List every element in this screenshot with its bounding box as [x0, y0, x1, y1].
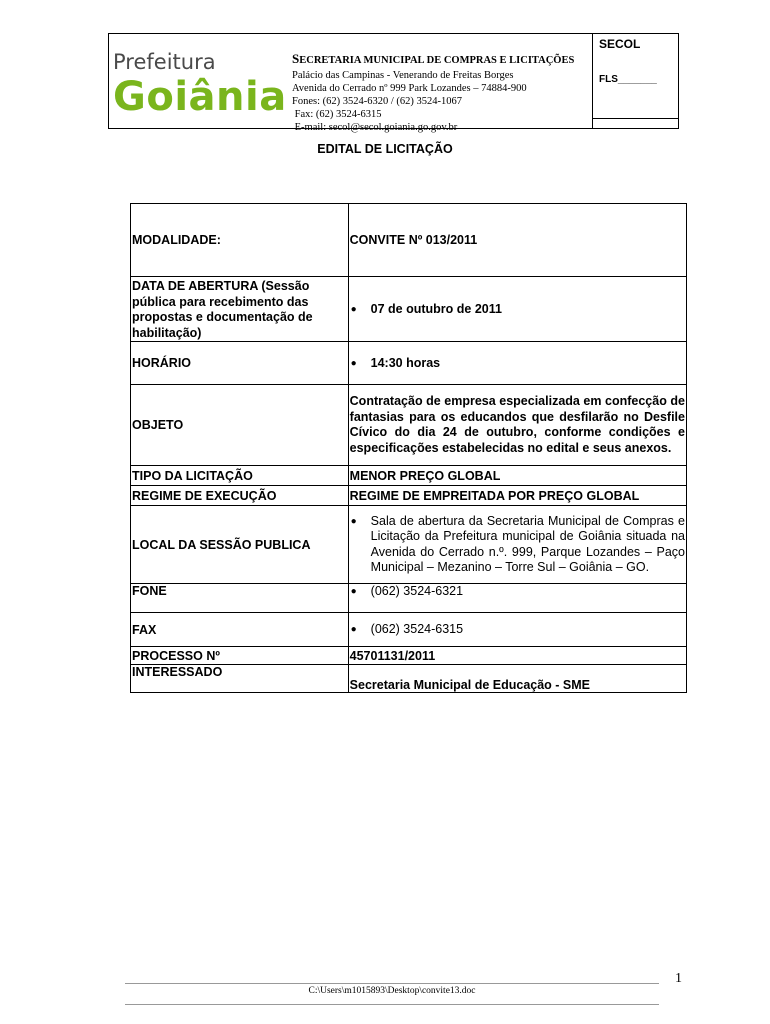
- prefeitura-goiania-logo: [113, 50, 288, 130]
- secol-label: SECOL: [599, 37, 641, 51]
- processo-label: PROCESSO Nº: [131, 647, 349, 665]
- table-row: [131, 647, 687, 665]
- bullet-icon: ●: [350, 357, 357, 369]
- table-row: [131, 613, 687, 647]
- address-line: Avenida do Cerrado nº 999 Park Lozandes – 74884-900: [292, 83, 527, 94]
- footer-file-path: C:\Users\m1015893\Desktop\convite13.doc: [308, 986, 476, 996]
- data-abertura-label: DATA DE ABERTURA (Sessão pública para recebimento das propostas e documentação de habilitação): [131, 277, 349, 342]
- tipo-licitacao-label: TIPO DA LICITAÇÃO: [131, 466, 349, 486]
- tipo-licitacao-value: MENOR PREÇO GLOBAL: [348, 466, 686, 486]
- horario-label: HORÁRIO: [131, 342, 349, 385]
- edital-table: [130, 203, 687, 693]
- page-number: 1: [675, 971, 682, 986]
- bullet-icon: ●: [350, 624, 357, 635]
- logo-text-bottom: Goiânia: [113, 74, 287, 120]
- fone-label: FONE: [131, 584, 349, 613]
- bullet-icon: ●: [350, 586, 357, 597]
- regime-execucao-label: REGIME DE EXECUÇÃO: [131, 486, 349, 506]
- horario-value: 14:30 horas: [370, 355, 441, 370]
- fax-value: (062) 3524-6315: [370, 622, 464, 636]
- objeto-label: OBJETO: [131, 385, 349, 466]
- regime-execucao-value: REGIME DE EMPREITADA POR PREÇO GLOBAL: [348, 486, 686, 506]
- interessado-label: INTERESSADO: [131, 665, 349, 693]
- footer-divider: [125, 983, 659, 984]
- objeto-value: Contratação de empresa especializada em confecção de fantasias para os educandos que desfilarão no Desfile Cívico do dia 24 de outubro, conforme condições e especificações estabelecidas no edital e seus anexos.: [348, 385, 686, 466]
- modalidade-value: CONVITE Nº 013/2011: [348, 204, 686, 277]
- table-row: [131, 204, 687, 277]
- local-sessao-label: LOCAL DA SESSÃO PUBLICA: [131, 506, 349, 584]
- modalidade-label: MODALIDADE:: [131, 204, 349, 277]
- table-row: [131, 665, 687, 693]
- address-line: Palácio das Campinas - Venerando de Freitas Borges: [292, 70, 514, 81]
- fax-label: FAX: [131, 613, 349, 647]
- logo-text-top: Prefeitura: [113, 50, 216, 74]
- data-abertura-value: 07 de outubro de 2011: [370, 301, 502, 316]
- table-row: [131, 385, 687, 466]
- organization-info: [292, 52, 592, 134]
- table-row: [131, 277, 687, 342]
- secol-stamp-box: [592, 34, 679, 128]
- email-line: E-mail: secol@secol.goiania.go.gov.br: [292, 122, 458, 133]
- letterhead: [108, 33, 679, 133]
- bullet-icon: ●: [350, 515, 357, 527]
- fax-line: Fax: (62) 3524-6315: [292, 109, 382, 120]
- table-row: [131, 584, 687, 613]
- fls-label: FLS_______: [599, 74, 657, 85]
- processo-value: 45701131/2011: [348, 647, 686, 665]
- organization-title: SECRETARIA MUNICIPAL DE COMPRAS E LICITAÇÕES: [292, 51, 575, 66]
- local-sessao-value: Sala de abertura da Secretaria Municipal de Compras e Licitação da Prefeitura municipal de Goiânia situada na Avenida do Cerrado n.º. 999, Parque Lozandes – Paço Municipal – Mezanino – Torre Sul – Goiânia – GO.: [370, 513, 685, 574]
- phone-line: Fones: (62) 3524-6320 / (62) 3524-1067: [292, 96, 463, 107]
- table-row: [131, 506, 687, 584]
- interessado-value: Secretaria Municipal de Educação - SME: [348, 665, 686, 693]
- fone-value: (062) 3524-6321: [370, 584, 464, 598]
- document-title: EDITAL DE LICITAÇÃO: [317, 142, 453, 156]
- table-row: [131, 486, 687, 506]
- bullet-icon: ●: [350, 303, 357, 315]
- table-row: [131, 342, 687, 385]
- table-row: [131, 466, 687, 486]
- footer-divider: [125, 1004, 659, 1005]
